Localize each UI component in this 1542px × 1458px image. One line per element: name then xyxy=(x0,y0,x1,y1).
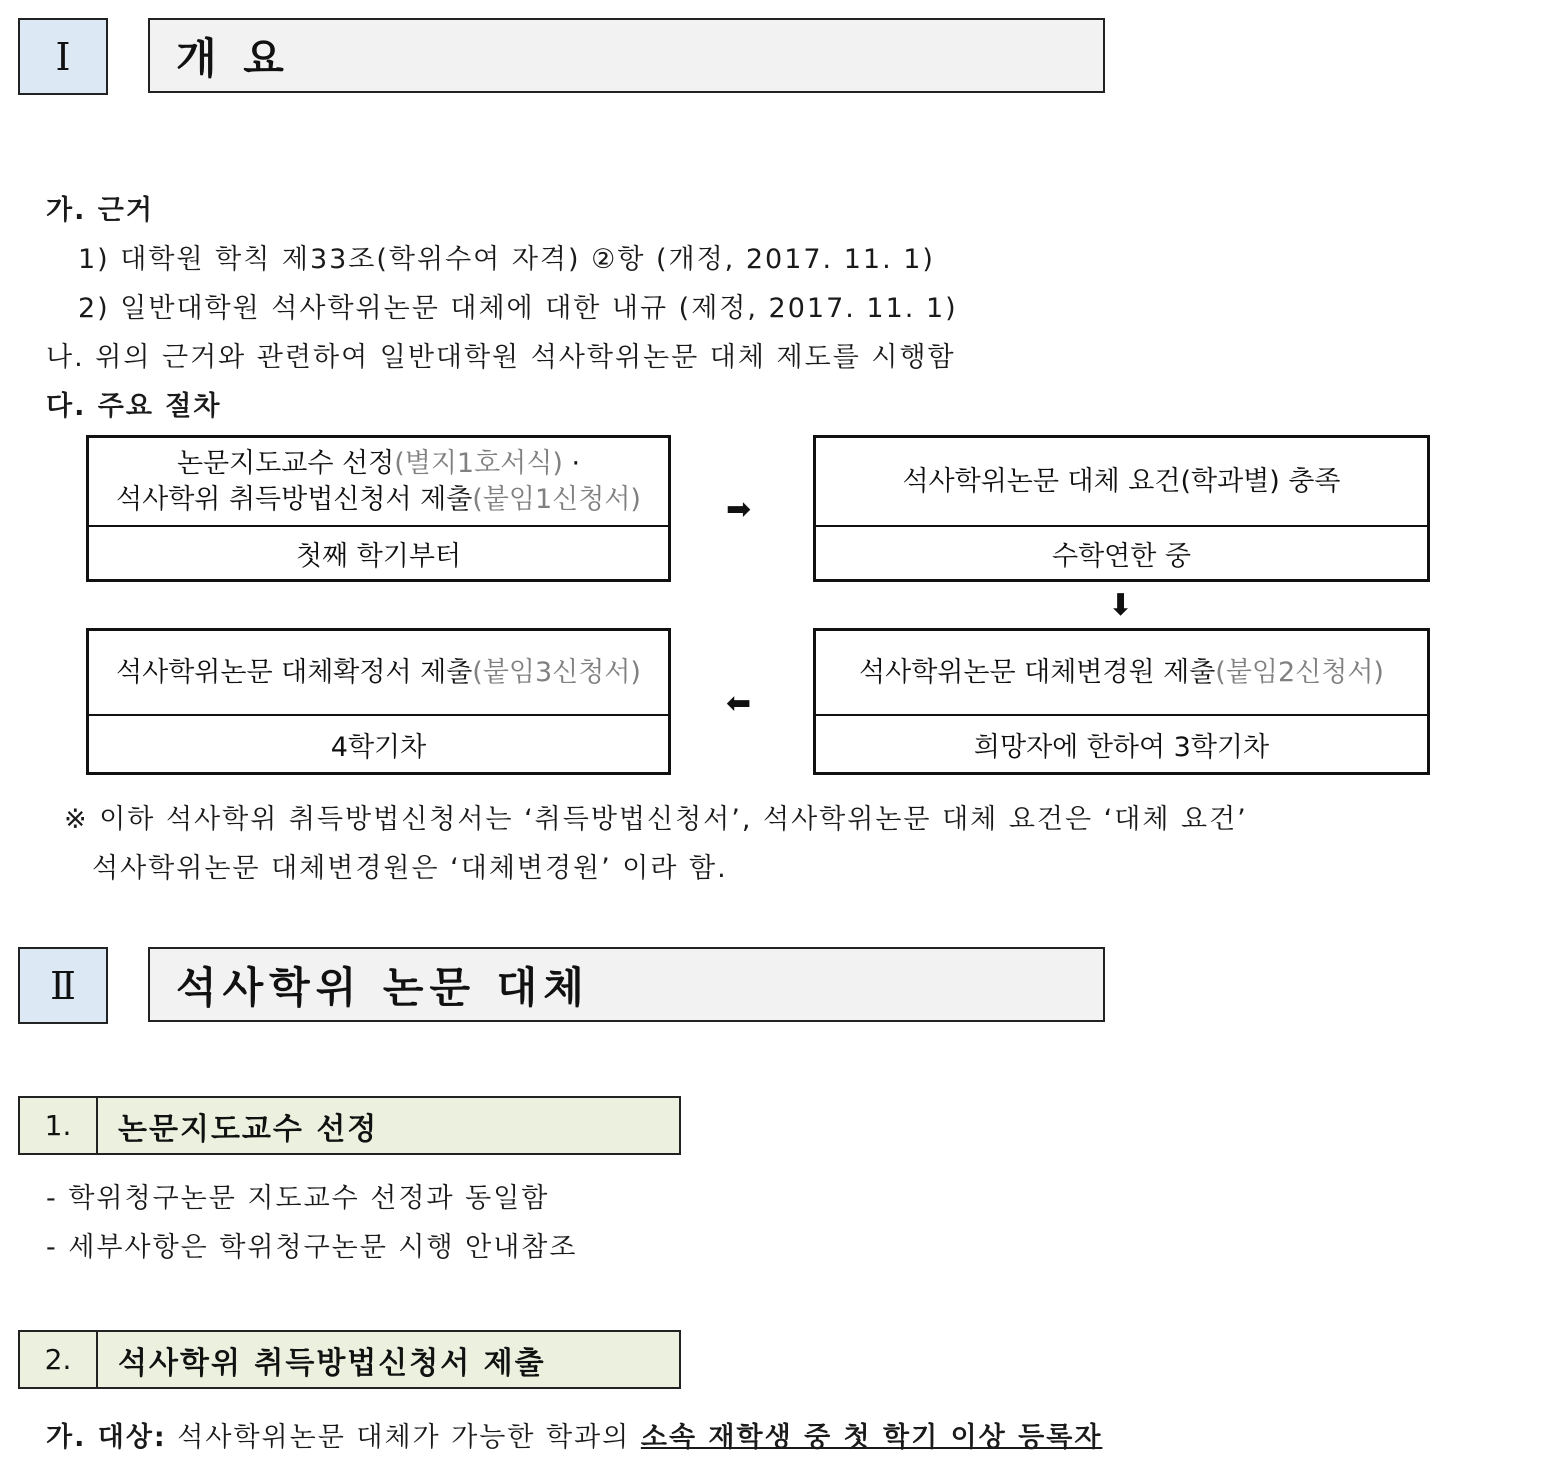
flow-step-main xyxy=(816,438,1427,525)
flow-step-confirmation xyxy=(86,628,671,775)
flow-step-label: 석사학위논문 대체변경원 제출 xyxy=(859,656,1216,688)
subsection-title: 논문지도교수 선정 xyxy=(118,1111,379,1147)
section-title-box xyxy=(148,947,1105,1022)
flow-step-label: 석사학위논문 대체확정서 제출 xyxy=(116,656,473,688)
subsection-header xyxy=(18,1330,681,1389)
flow-step-timing: 수학연한 중 xyxy=(816,525,1427,579)
target-emphasis: 소속 재학생 중 첫 학기 이상 등록자 xyxy=(640,1422,1103,1453)
basis-item: 1) 대학원 학칙 제33조(학위수여 자격) ②항 (개정, 2017. 11. 1) xyxy=(78,244,935,275)
na-line: 나. 위의 근거와 관련하여 일반대학원 석사학위논문 대체 제도를 시행함 xyxy=(46,342,956,373)
target-line xyxy=(46,1415,1102,1454)
flow-step-timing: 희망자에 한하여 3학기차 xyxy=(816,714,1427,772)
note-line: ※ 이하 석사학위 취득방법신청서는 ‘취득방법신청서’, 석사학위논문 대체 요건은 ‘대체 요건’ xyxy=(64,804,1248,835)
flow-step-label: 논문지도교수 선정 xyxy=(176,447,395,479)
flow-step-main xyxy=(89,438,668,525)
section-title: 석사학위 논문 대체 xyxy=(176,962,590,1012)
section-number-box xyxy=(18,18,108,95)
procedure-heading: 다. 주요 절차 xyxy=(46,391,222,422)
subsection-header xyxy=(18,1096,681,1155)
subsection-number: 2. xyxy=(20,1332,98,1387)
flow-step-timing: 첫째 학기부터 xyxy=(89,525,668,579)
note-line: 석사학위논문 대체변경원은 ‘대체변경원’ 이라 함. xyxy=(92,853,728,884)
target-label: 가. 대상: xyxy=(46,1422,167,1453)
subsection-number: 1. xyxy=(20,1098,98,1153)
section-title: 개 요 xyxy=(176,33,290,83)
flow-step-advisor-selection xyxy=(86,435,671,582)
flow-step-main xyxy=(816,631,1427,714)
flow-step-form-note: (붙임1신청서) xyxy=(472,483,641,515)
target-text: 석사학위논문 대체가 가능한 학과의 xyxy=(166,1422,641,1453)
section-number: Ⅱ xyxy=(50,963,76,1008)
section-number-box xyxy=(18,947,108,1024)
arrow-down-icon: ⬇ xyxy=(1108,588,1134,623)
flow-step-form-note: (별지1호서식) xyxy=(394,447,563,479)
flow-step-label: 석사학위논문 대체 요건(학과별) 충족 xyxy=(902,465,1341,497)
basis-item: 2) 일반대학원 석사학위논문 대체에 대한 내규 (제정, 2017. 11. 1) xyxy=(78,293,958,324)
list-item: - 세부사항은 학위청구논문 시행 안내참조 xyxy=(46,1232,578,1263)
arrow-left-icon: ⬅ xyxy=(726,686,752,721)
section-title-box xyxy=(148,18,1105,93)
list-item: - 학위청구논문 지도교수 선정과 동일함 xyxy=(46,1183,550,1214)
flow-step-label: 석사학위 취득방법신청서 제출 xyxy=(116,483,473,515)
flow-step-change-request xyxy=(813,628,1430,775)
section-number: Ⅰ xyxy=(55,34,71,79)
flow-step-form-note: (붙임2신청서) xyxy=(1215,656,1384,688)
subsection-title: 석사학위 취득방법신청서 제출 xyxy=(118,1345,546,1381)
flow-step-main xyxy=(89,631,668,714)
flow-step-separator: · xyxy=(562,447,581,479)
flow-step-requirement xyxy=(813,435,1430,582)
basis-heading: 가. 근거 xyxy=(46,195,154,226)
flow-step-timing: 4학기차 xyxy=(89,714,668,772)
arrow-right-icon: ➡ xyxy=(726,492,752,527)
flow-step-form-note: (붙임3신청서) xyxy=(472,656,641,688)
